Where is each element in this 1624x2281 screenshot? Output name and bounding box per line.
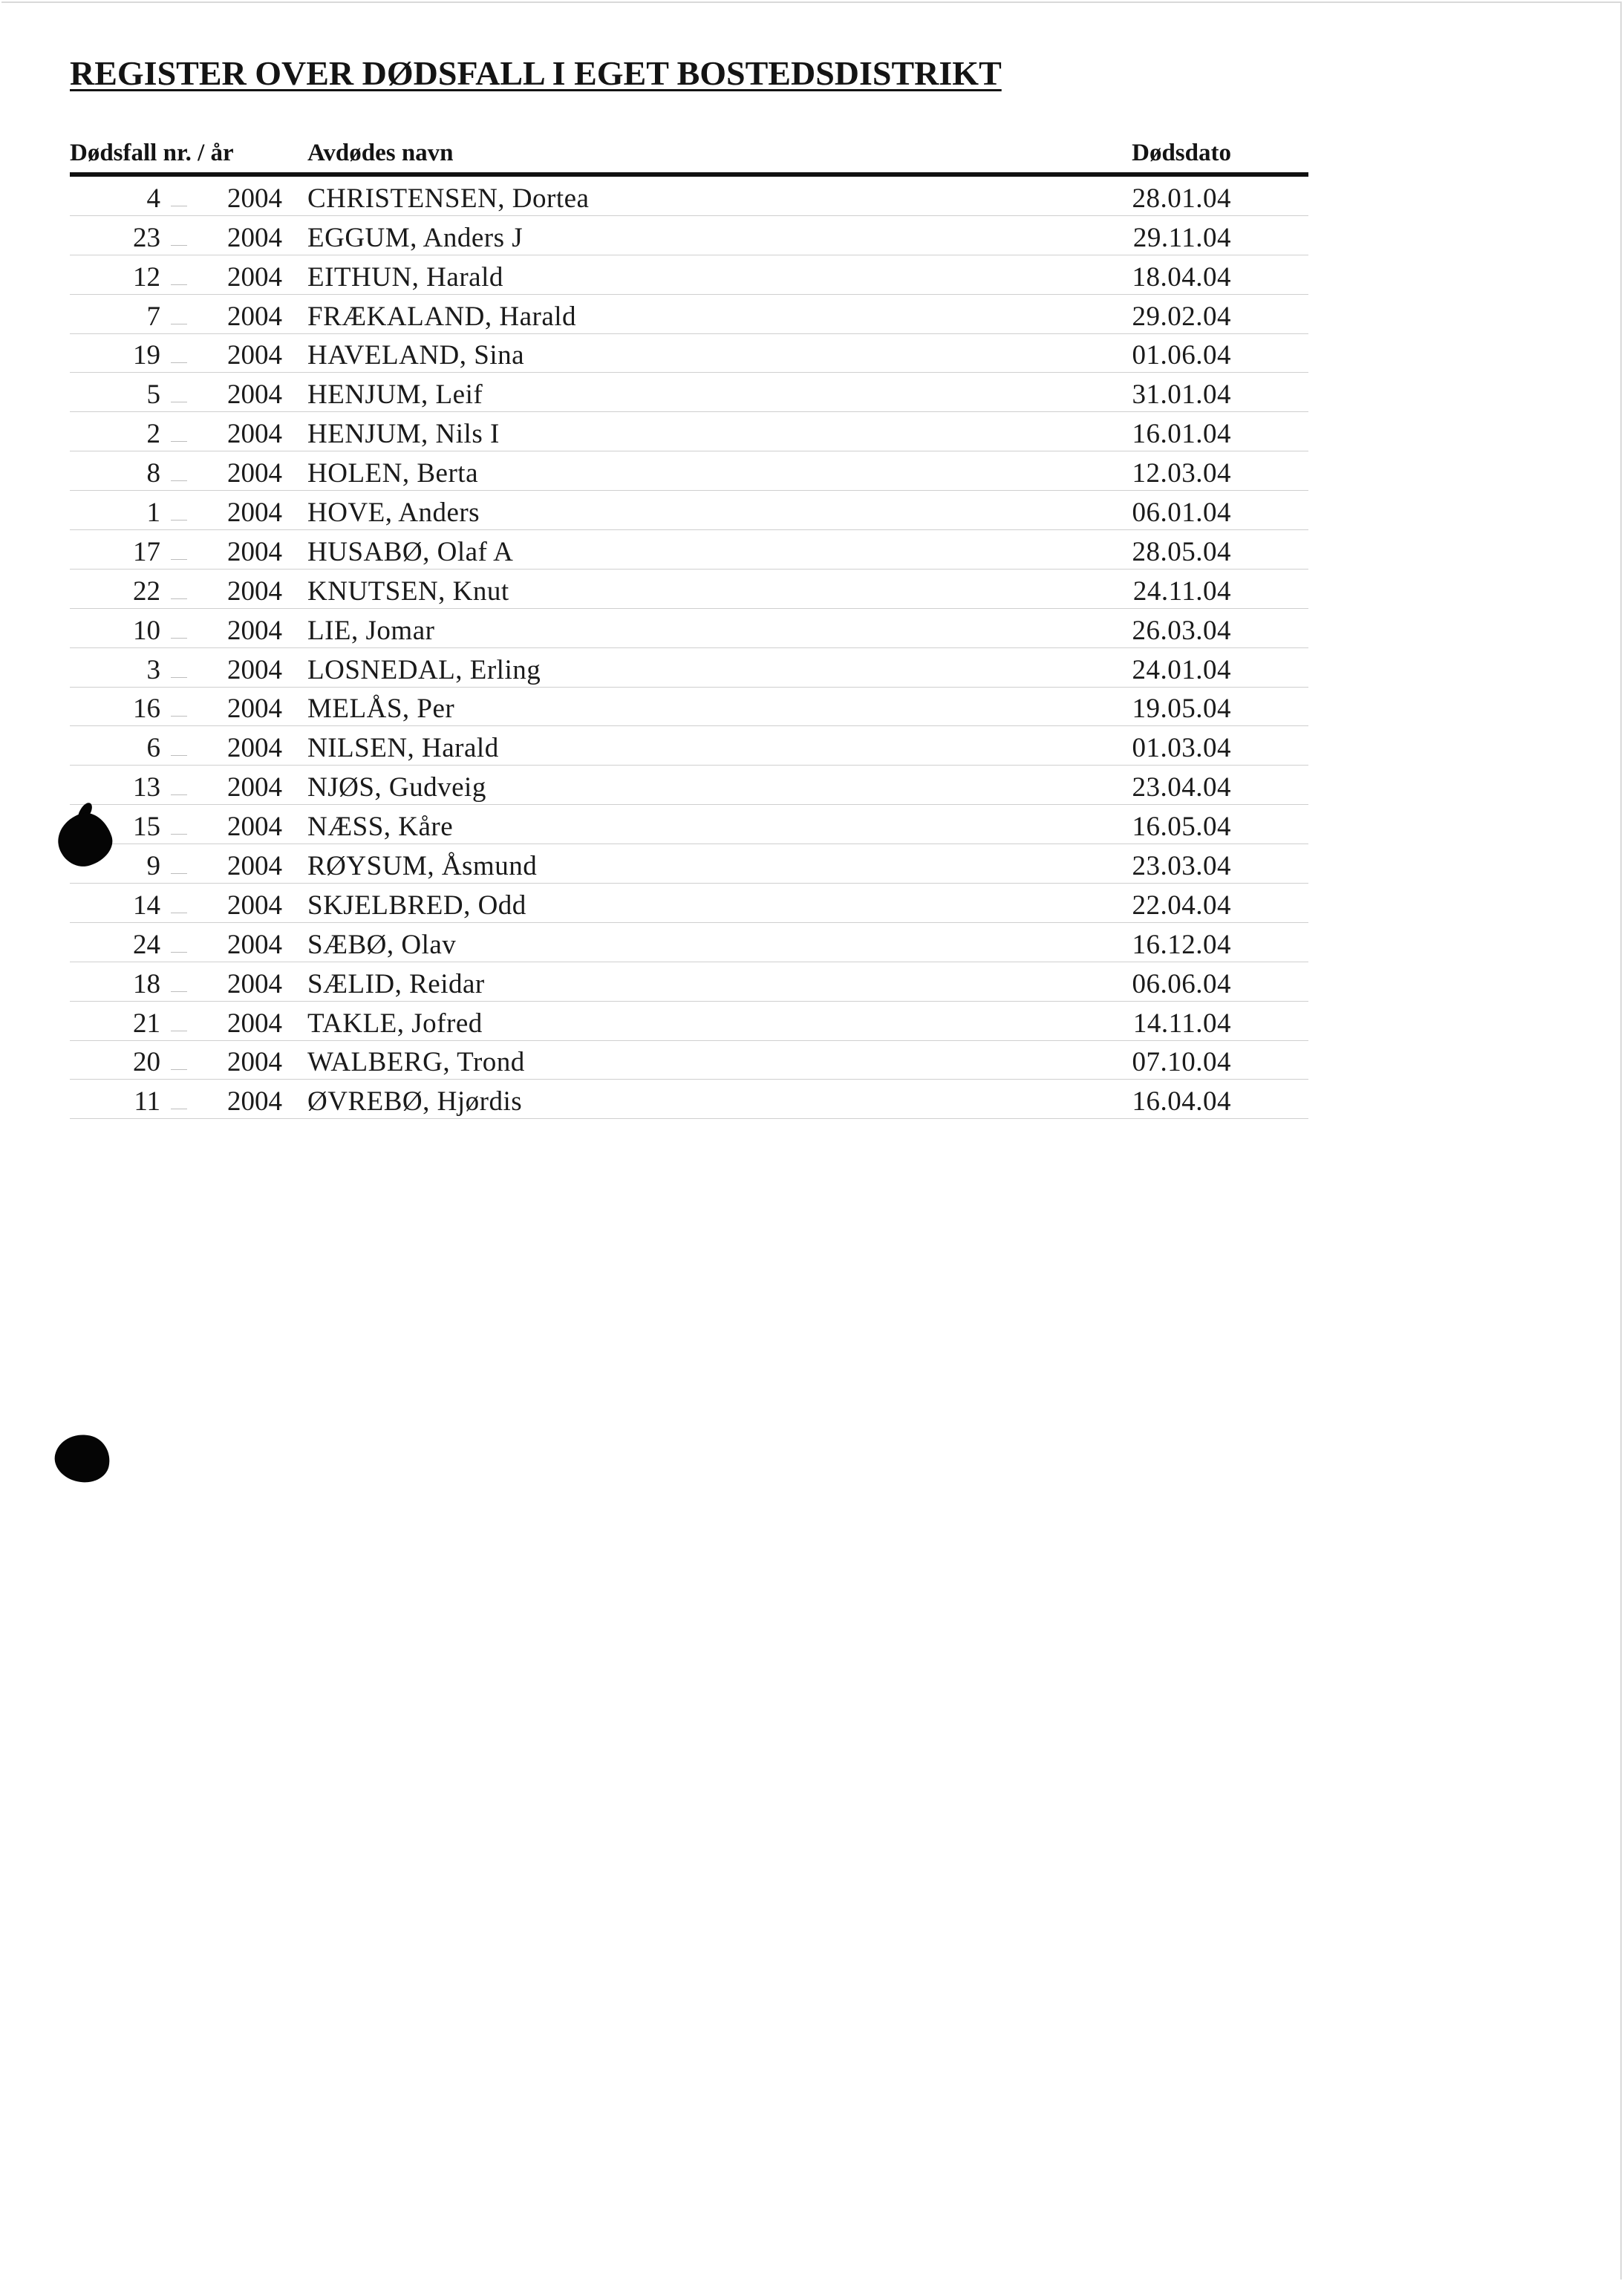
row-number: 18	[133, 968, 160, 999]
table-row	[70, 177, 1308, 216]
row-name: NJØS, Gudveig	[307, 772, 486, 803]
row-name: LOSNEDAL, Erling	[307, 654, 541, 685]
row-year: 2004	[227, 615, 282, 646]
table-row	[70, 530, 1308, 570]
row-date: 16.04.04	[1132, 1086, 1231, 1117]
table-row	[70, 726, 1308, 766]
row-date: 06.01.04	[1132, 497, 1231, 529]
row-separator-dash	[171, 755, 187, 756]
row-date: 07.10.04	[1132, 1047, 1231, 1078]
row-name: HOVE, Anders	[307, 497, 480, 529]
row-name: EGGUM, Anders J	[307, 222, 524, 253]
table-row	[70, 1002, 1308, 1041]
row-name: HOLEN, Berta	[307, 458, 478, 489]
row-number: 5	[146, 379, 160, 411]
table-row	[70, 1080, 1308, 1119]
row-number: 3	[146, 654, 160, 685]
row-date: 31.01.04	[1132, 379, 1231, 411]
row-name: RØYSUM, Åsmund	[307, 851, 538, 882]
row-year: 2004	[227, 694, 282, 725]
row-number: 17	[133, 536, 160, 567]
row-year: 2004	[227, 575, 282, 607]
row-separator-dash	[171, 677, 187, 678]
row-name: WALBERG, Trond	[307, 1047, 525, 1078]
table-row	[70, 805, 1308, 844]
row-date: 29.02.04	[1132, 301, 1231, 332]
table-row	[70, 295, 1308, 334]
row-year: 2004	[227, 1008, 282, 1039]
row-number: 10	[133, 615, 160, 646]
row-date: 12.03.04	[1132, 458, 1231, 489]
row-year: 2004	[227, 536, 282, 567]
row-date: 19.05.04	[1132, 694, 1231, 725]
row-separator-dash	[171, 991, 187, 992]
table-row	[70, 334, 1308, 373]
row-year: 2004	[227, 733, 282, 764]
row-year: 2004	[227, 890, 282, 921]
table-header	[70, 137, 1308, 169]
row-number: 14	[133, 890, 160, 921]
table-row	[70, 844, 1308, 884]
row-separator-dash	[171, 245, 187, 246]
row-year: 2004	[227, 654, 282, 685]
row-year: 2004	[227, 222, 282, 253]
row-number: 12	[133, 261, 160, 293]
row-number: 22	[133, 575, 160, 607]
row-name: LIE, Jomar	[307, 615, 435, 646]
row-name: HENJUM, Leif	[307, 379, 483, 411]
row-number: 6	[146, 733, 160, 764]
register-table	[70, 177, 1308, 1119]
row-separator-dash	[171, 794, 187, 795]
table-row	[70, 412, 1308, 451]
row-separator-dash	[171, 559, 187, 560]
row-year: 2004	[227, 851, 282, 882]
row-year: 2004	[227, 458, 282, 489]
table-row	[70, 216, 1308, 255]
document-title: REGISTER OVER DØDSFALL I EGET BOSTEDSDISTRIKT	[70, 54, 1002, 92]
row-date: 23.03.04	[1132, 851, 1231, 882]
row-date: 06.06.04	[1132, 968, 1231, 999]
row-year: 2004	[227, 812, 282, 843]
row-name: SÆLID, Reidar	[307, 968, 485, 999]
row-year: 2004	[227, 929, 282, 960]
row-separator-dash	[171, 362, 187, 363]
row-number: 7	[146, 301, 160, 332]
row-name: MELÅS, Per	[307, 694, 455, 725]
row-date: 26.03.04	[1132, 615, 1231, 646]
row-name: EITHUN, Harald	[307, 261, 503, 293]
row-number: 8	[146, 458, 160, 489]
row-year: 2004	[227, 301, 282, 332]
row-year: 2004	[227, 1086, 282, 1117]
row-date: 01.06.04	[1132, 340, 1231, 371]
row-name: HENJUM, Nils I	[307, 419, 500, 450]
row-year: 2004	[227, 419, 282, 450]
row-number: 15	[133, 812, 160, 843]
row-date: 23.04.04	[1132, 772, 1231, 803]
row-number: 16	[133, 694, 160, 725]
row-number: 13	[133, 772, 160, 803]
row-name: FRÆKALAND, Harald	[307, 301, 577, 332]
table-row	[70, 766, 1308, 805]
row-number: 11	[134, 1086, 160, 1117]
table-row	[70, 609, 1308, 648]
row-year: 2004	[227, 497, 282, 529]
table-row	[70, 648, 1308, 688]
row-year: 2004	[227, 968, 282, 999]
row-name: CHRISTENSEN, Dortea	[307, 183, 590, 214]
table-row	[70, 570, 1308, 609]
row-name: NÆSS, Kåre	[307, 812, 454, 843]
row-separator-dash	[171, 520, 187, 521]
row-number: 24	[133, 929, 160, 960]
row-name: KNUTSEN, Knut	[307, 575, 509, 607]
row-year: 2004	[227, 1047, 282, 1078]
header-number-year: Dødsfall nr. / år	[70, 140, 234, 166]
row-date: 24.11.04	[1132, 575, 1231, 607]
row-date: 16.12.04	[1132, 929, 1231, 960]
row-date: 28.01.04	[1132, 183, 1231, 214]
row-date: 24.01.04	[1132, 654, 1231, 685]
row-separator-dash	[171, 1069, 187, 1070]
table-row	[70, 962, 1308, 1002]
row-date: 22.04.04	[1132, 890, 1231, 921]
row-number: 21	[133, 1008, 160, 1039]
table-row	[70, 1041, 1308, 1080]
row-date: 14.11.04	[1132, 1008, 1231, 1039]
row-separator-dash	[171, 834, 187, 835]
row-name: ØVREBØ, Hjørdis	[307, 1086, 523, 1117]
table-row	[70, 255, 1308, 295]
row-separator-dash	[171, 598, 187, 599]
row-separator-dash	[171, 952, 187, 953]
row-year: 2004	[227, 772, 282, 803]
row-number: 20	[133, 1047, 160, 1078]
row-number: 1	[146, 497, 160, 529]
row-date: 01.03.04	[1132, 733, 1231, 764]
table-row	[70, 491, 1308, 530]
row-name: NILSEN, Harald	[307, 733, 499, 764]
row-number: 19	[133, 340, 160, 371]
table-row	[70, 451, 1308, 491]
row-name: SÆBØ, Olav	[307, 929, 457, 960]
row-name: HUSABØ, Olaf A	[307, 536, 514, 567]
row-year: 2004	[227, 183, 282, 214]
row-number: 2	[146, 419, 160, 450]
row-name: HAVELAND, Sina	[307, 340, 525, 371]
header-name: Avdødes navn	[307, 140, 454, 166]
row-year: 2004	[227, 261, 282, 293]
row-separator-dash	[171, 441, 187, 442]
row-number: 4	[146, 183, 160, 214]
table-row	[70, 884, 1308, 923]
row-separator-dash	[171, 873, 187, 874]
row-date: 18.04.04	[1132, 261, 1231, 293]
table-row	[70, 688, 1308, 727]
row-number: 23	[133, 222, 160, 253]
row-year: 2004	[227, 340, 282, 371]
row-date: 28.05.04	[1132, 536, 1231, 567]
row-separator-dash	[171, 284, 187, 285]
row-date: 16.01.04	[1132, 419, 1231, 450]
row-name: TAKLE, Jofred	[307, 1008, 483, 1039]
row-separator-dash	[171, 716, 187, 717]
header-date: Dødsdato	[1132, 140, 1231, 166]
row-date: 29.11.04	[1132, 222, 1231, 253]
row-year: 2004	[227, 379, 282, 411]
row-separator-dash	[171, 480, 187, 481]
table-row	[70, 923, 1308, 962]
row-separator-dash	[171, 638, 187, 639]
row-name: SKJELBRED, Odd	[307, 890, 526, 921]
punch-hole-mark	[50, 1429, 114, 1487]
row-date: 16.05.04	[1132, 812, 1231, 843]
table-row	[70, 373, 1308, 412]
row-number: 9	[146, 851, 160, 882]
